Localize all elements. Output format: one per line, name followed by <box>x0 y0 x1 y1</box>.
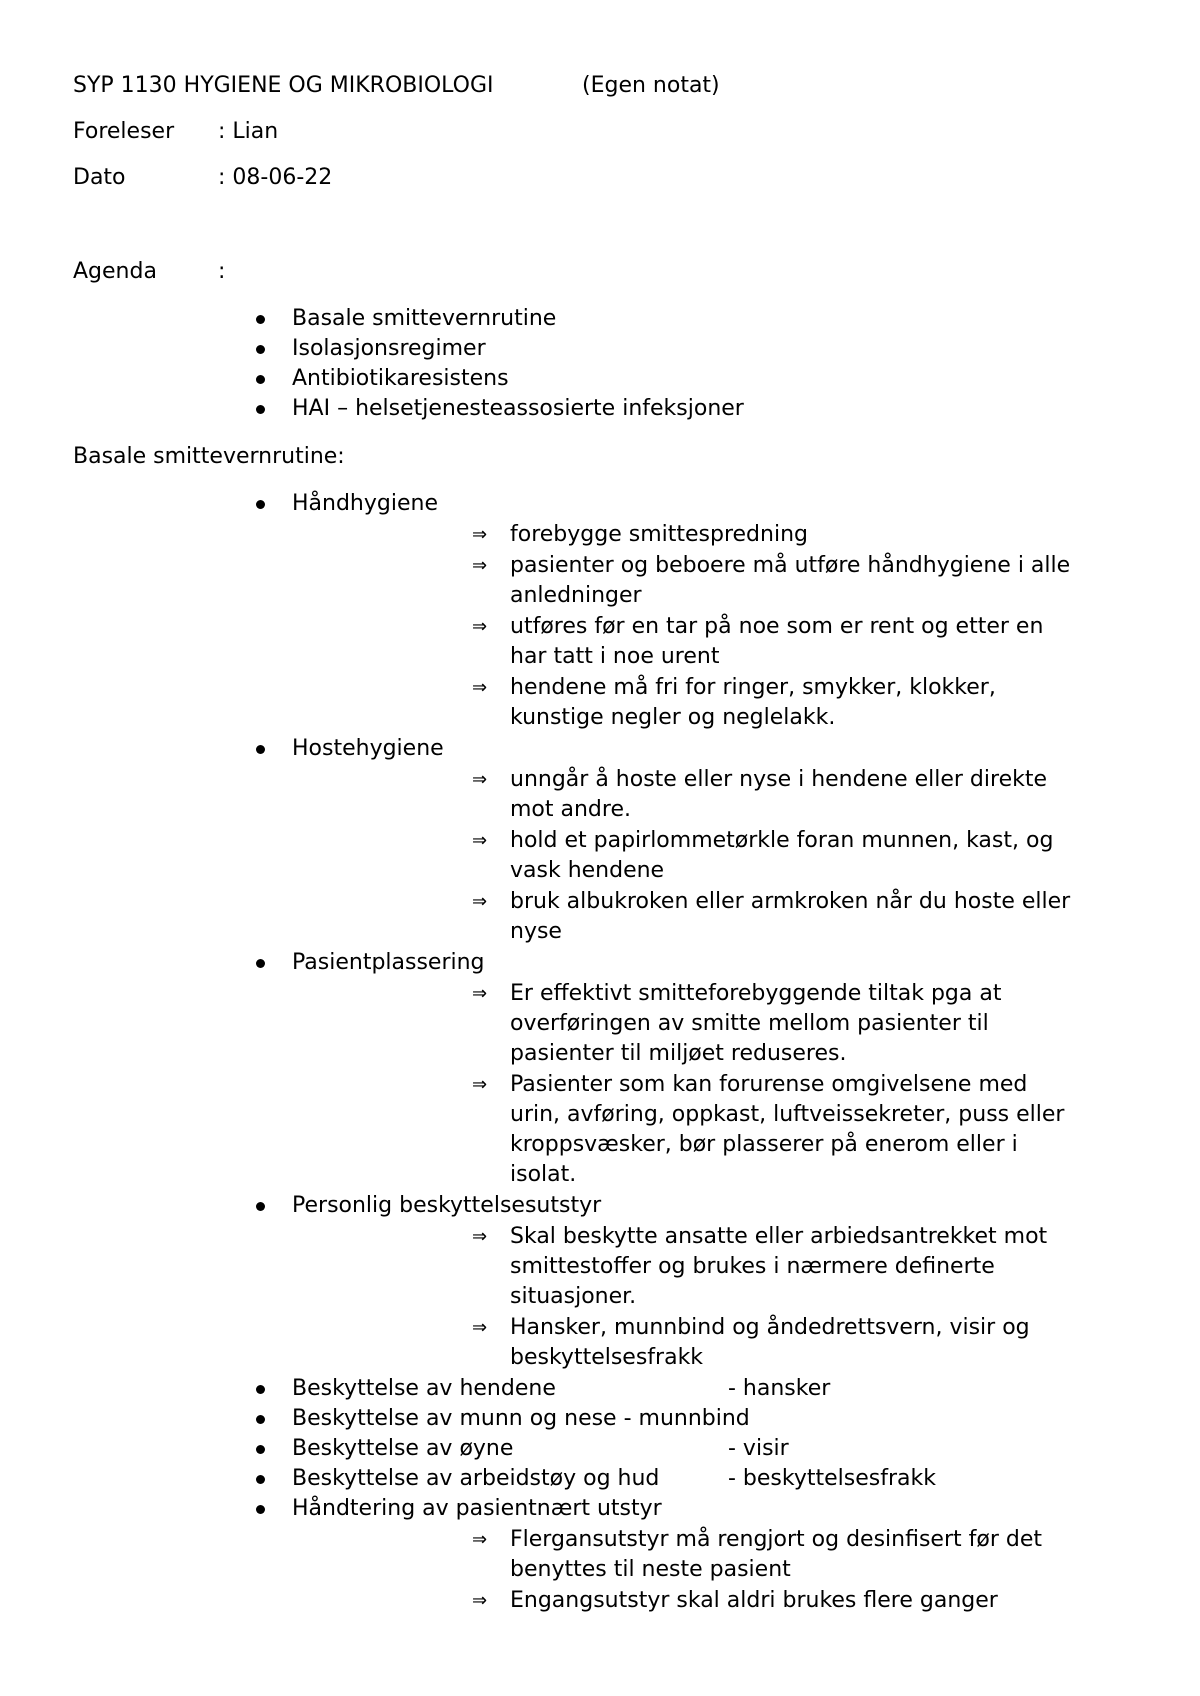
bullet-icon <box>256 1415 265 1424</box>
topic-point-continued: mot andre. <box>510 797 631 822</box>
bullet-icon <box>256 405 265 414</box>
arrow-icon: ⇒ <box>472 1074 488 1095</box>
bullet-icon <box>256 375 265 384</box>
topic-point: Hansker, munnbind og åndedrettsvern, visir og <box>510 1315 1030 1340</box>
protection-gear: - visir <box>728 1436 789 1461</box>
arrow-icon: ⇒ <box>472 1317 488 1338</box>
topic-point: pasienter og beboere må utføre håndhygiene i alle <box>510 553 1071 578</box>
topic-point-continued: urin, avføring, oppkast, luftveissekreter, puss eller <box>510 1102 1065 1127</box>
agenda-item: Basale smittevernrutine <box>292 306 557 331</box>
topic-point-continued: kroppsvæsker, bør plasserer på enerom eller i <box>510 1132 1018 1157</box>
section-heading: Basale smittevernrutine: <box>73 444 345 469</box>
bullet-icon <box>256 1505 265 1514</box>
arrow-icon: ⇒ <box>472 555 488 576</box>
agenda-item: HAI – helsetjenesteassosierte infeksjoner <box>292 396 744 421</box>
topic-point: unngår å hoste eller nyse i hendene eller direkte <box>510 767 1048 792</box>
topic-point: Pasienter som kan forurense omgivelsene med <box>510 1072 1028 1097</box>
bullet-icon <box>256 1445 265 1454</box>
topic-point: bruk albukroken eller armkroken når du hoste eller <box>510 889 1071 914</box>
topic-point-continued: situasjoner. <box>510 1284 637 1309</box>
agenda-label: Agenda <box>73 259 157 284</box>
arrow-icon: ⇒ <box>472 891 488 912</box>
arrow-icon: ⇒ <box>472 769 488 790</box>
topic-point-continued: benyttes til neste pasient <box>510 1557 791 1582</box>
lecturer-value: : Lian <box>218 119 279 144</box>
topic-point-continued: overføringen av smitte mellom pasienter til <box>510 1011 989 1036</box>
bullet-icon <box>256 1202 265 1211</box>
topic-point: Flergansutstyr må rengjort og desinfisert før det <box>510 1527 1042 1552</box>
date-value: : 08-06-22 <box>218 165 333 190</box>
topic-point-continued: nyse <box>510 919 562 944</box>
protection-gear: - hansker <box>728 1376 831 1401</box>
bullet-icon <box>256 500 265 509</box>
topic-point: hendene må fri for ringer, smykker, klokker, <box>510 675 996 700</box>
topic-point-continued: smittestoffer og brukes i nærmere definerte <box>510 1254 995 1279</box>
topic-point: forebygge smittespredning <box>510 522 808 547</box>
arrow-icon: ⇒ <box>472 1590 488 1611</box>
topic-point: Skal beskytte ansatte eller arbiedsantrekket mot <box>510 1224 1048 1249</box>
arrow-icon: ⇒ <box>472 830 488 851</box>
lecturer-label: Foreleser <box>73 119 175 144</box>
bullet-icon <box>256 1385 265 1394</box>
arrow-icon: ⇒ <box>472 677 488 698</box>
date-label: Dato <box>73 165 126 190</box>
agenda-colon: : <box>218 259 226 284</box>
protection-item: Beskyttelse av munn og nese - munnbind <box>292 1406 750 1431</box>
bullet-icon <box>256 345 265 354</box>
topic-point: Er effektivt smitteforebyggende tiltak pga at <box>510 981 1002 1006</box>
bullet-icon <box>256 315 265 324</box>
topic-point-continued: har tatt i noe urent <box>510 644 720 669</box>
arrow-icon: ⇒ <box>472 616 488 637</box>
bullet-icon <box>256 1475 265 1484</box>
agenda-item: Isolasjonsregimer <box>292 336 486 361</box>
protection-gear: - beskyttelsesfrakk <box>728 1466 936 1491</box>
arrow-icon: ⇒ <box>472 1226 488 1247</box>
topic-point-continued: kunstige negler og neglelakk. <box>510 705 836 730</box>
arrow-icon: ⇒ <box>472 983 488 1004</box>
protection-item: Beskyttelse av øyne <box>292 1436 514 1461</box>
bullet-icon <box>256 959 265 968</box>
topic-point: hold et papirlommetørkle foran munnen, kast, og <box>510 828 1054 853</box>
topic-title: Håndhygiene <box>292 491 438 516</box>
topic-title: Hostehygiene <box>292 736 444 761</box>
agenda-item: Antibiotikaresistens <box>292 366 509 391</box>
protection-item: Beskyttelse av arbeidstøy og hud <box>292 1466 660 1491</box>
topic-point-continued: vask hendene <box>510 858 665 883</box>
topic-point-continued: beskyttelsesfrakk <box>510 1345 704 1370</box>
topic-point-continued: anledninger <box>510 583 642 608</box>
arrow-icon: ⇒ <box>472 1529 488 1550</box>
protection-item: Beskyttelse av hendene <box>292 1376 556 1401</box>
arrow-icon: ⇒ <box>472 524 488 545</box>
document-note: (Egen notat) <box>582 73 720 98</box>
topic-title: Personlig beskyttelsesutstyr <box>292 1193 602 1218</box>
topic-title: Pasientplassering <box>292 950 485 975</box>
topic-point-continued: isolat. <box>510 1162 577 1187</box>
topic-title: Håndtering av pasientnært utstyr <box>292 1496 662 1521</box>
topic-point-continued: pasienter til miljøet reduseres. <box>510 1041 847 1066</box>
document-title: SYP 1130 HYGIENE OG MIKROBIOLOGI <box>73 73 494 98</box>
bullet-icon <box>256 745 265 754</box>
topic-point: Engangsutstyr skal aldri brukes flere ganger <box>510 1588 998 1613</box>
topic-point: utføres før en tar på noe som er rent og etter en <box>510 614 1044 639</box>
